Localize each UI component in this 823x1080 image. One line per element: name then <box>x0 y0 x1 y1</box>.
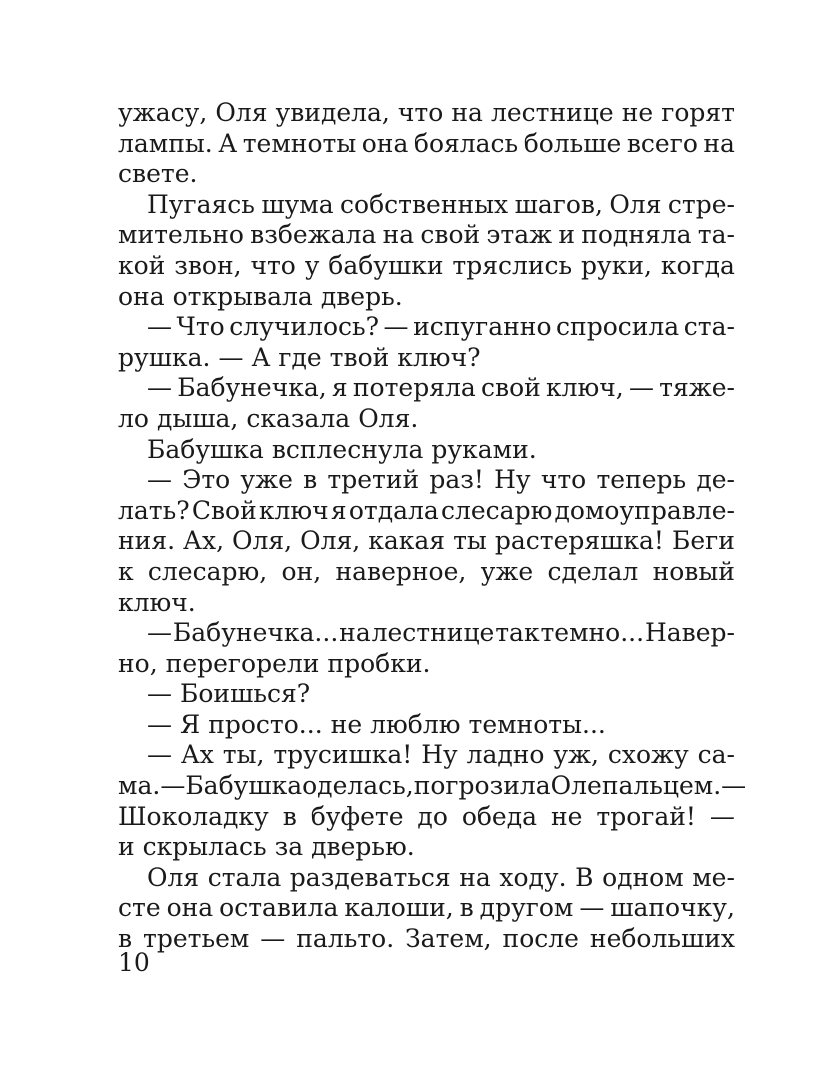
text-line: она открывала дверь. <box>118 281 403 311</box>
text-line: лать? Свой ключ я отдала слесарю домоуправле- <box>118 495 735 525</box>
text-line: ужасу, Оля увидела, что на лестнице не горят <box>118 98 735 127</box>
text-line: Пугаясь шума собственных шагов, Оля стре- <box>147 189 735 219</box>
text-line: — Что случилось? — испуганно спросила ста- <box>147 312 735 342</box>
text-line: Бабушка всплеснула руками. <box>147 434 537 464</box>
text-line: — Ах ты, трусишка! Ну ладно уж, схожу са- <box>147 740 735 770</box>
page-number: 10 <box>118 948 150 977</box>
text-line: рушка. — А где твой ключ? <box>118 342 481 372</box>
text-line: — Это уже в третий раз! Ну что теперь де- <box>147 465 735 495</box>
text-line: ма. — Бабушка оделась, погрозила Оле пальцем. — <box>118 771 747 801</box>
body-text <box>118 98 747 955</box>
text-line: ключ. <box>118 587 196 617</box>
text-line: но, перегорели пробки. <box>118 648 431 678</box>
text-line: — Боишься? <box>147 679 311 709</box>
text-line: — Бабунечка, я потеряла свой ключ, — тяже- <box>147 373 735 403</box>
text-line: и скрылась за дверью. <box>118 832 415 862</box>
text-line: в третьем — пальто. Затем, после небольших <box>118 924 735 954</box>
text-line: — Я просто... не люблю темноты... <box>147 709 606 739</box>
text-line: свете. <box>118 159 198 189</box>
text-line: лампы. А темноты она боялась больше всего на <box>118 128 735 158</box>
text-line: сте она оставила калоши, в другом — шапочку, <box>118 893 735 923</box>
text-line: — Бабунечка... на лестнице так темно... Навер- <box>147 618 735 648</box>
text-line: мительно взбежала на свой этаж и подняла та- <box>118 220 735 250</box>
text-line: Оля стала раздеваться на ходу. В одном ме- <box>147 862 735 892</box>
text-line: ния. Ах, Оля, Оля, какая ты растеряшка! Беги <box>118 526 735 556</box>
text-line: кой звон, что у бабушки тряслись руки, когда <box>118 250 735 280</box>
text-line: Шоколадку в буфете до обеда не трогай! — <box>118 801 735 831</box>
text-line: ло дыша, сказала Оля. <box>118 403 419 433</box>
text-line: к слесарю, он, наверное, уже сделал новый <box>118 556 735 586</box>
